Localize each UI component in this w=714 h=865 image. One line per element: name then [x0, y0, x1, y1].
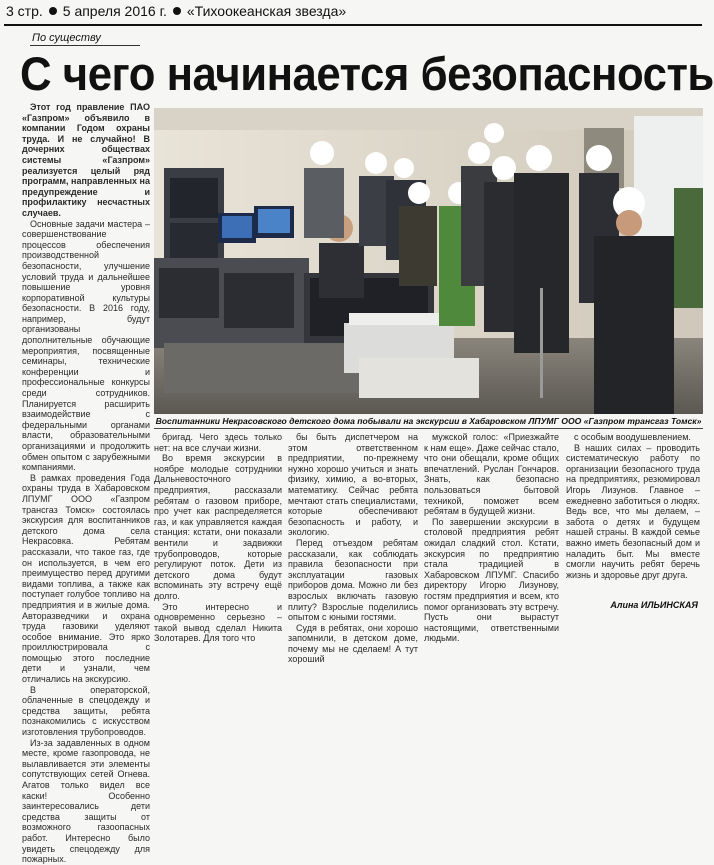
article-paragraph: бригад. Чего здесь только нет: на все случаи жизни.	[154, 432, 282, 453]
article-paragraph: В наших силах – проводить систематическую работу по организации безопасного труда на предприятиях, резюмировал Игорь Лизунов. Главное – ежедневно заботиться о людях. Ведь все, что мы делаем, – забота о детях и будущем нашей страны. В каждой семье важно иметь безопасный дом и наладить быт. Мы вместе смогли научить ребят беречь жизнь и здоровье друг друга.	[566, 442, 700, 580]
article-paragraph: мужской голос: «Приезжайте к нам еще». Даже сейчас стало, что они обещали, кроме общих впечатлений. Руслан Гончаров. Знать, как безопасно пользоваться бытовой техникой, поможет всем ребятам в будущей жизни.	[424, 432, 559, 517]
photo-caption: Воспитанники Некрасовского детского дома побывали на экскурсии в Хабаровском ЛПУМГ ООО «Газпром трансгаз Томск»	[155, 416, 702, 426]
article-paragraph: В операторской, облаченные в спецодежду и средства защиты, ребята познакомились с искусством изготовления трубопроводов.	[22, 684, 150, 738]
issue-date: 5 апреля 2016 г.	[62, 3, 167, 19]
article-paragraph: Из-за задавленных в одном месте, кроме газопровода, не вылавливается эти элементы сопутствующих сетей Огнева. Агатов только видел все каски! Особенно заинтересовались дети средства защиты от возможного газоопасных работ. Интересно было увидеть спецодежду для пожарных.	[22, 737, 150, 865]
article-paragraph: Этот год правление ПАО «Газпром» объявило в компании Годом охраны труда. И не случайно! В дочерних обществах системы «Газпром» реализуется целый ряд программ, направленных на предупреждение и профилактику несчастных случаев.	[22, 102, 150, 218]
article-column-3	[424, 432, 559, 644]
article-photo	[154, 108, 703, 414]
article-column-left	[22, 102, 150, 865]
caption-divider	[154, 428, 703, 429]
rubric: По существу	[32, 32, 101, 44]
headline: С чего начинается безопасность	[20, 47, 714, 100]
page-number: 3 стр.	[6, 3, 43, 19]
article-paragraph: Перед отъездом ребятам рассказали, как соблюдать правила безопасности при эксплуатации газовых приборов дома. Можно ли без взрослых включать газовую плиту? Взрослые поделились опытом с юными гостями.	[288, 537, 418, 623]
article-paragraph: Это интересно и одновременно серьезно – такой вывод сделал Никита Золотарев. Для того что	[154, 601, 282, 644]
article-column-4	[566, 432, 700, 598]
bullet-icon	[173, 7, 181, 15]
author-signature: Алина ИЛЬИНСКАЯ	[610, 600, 698, 610]
article-paragraph: Основные задачи мастера – совершенствование процессов обеспечения производственной безопасности, улучшение условий труда и дальнейшее повышение уровня корпоративной культуры безопасности. В 2016 году, например, будут организованы дополнительные обучающие мероприятия, посвященные семинары, технические конференции и профессиональные конкурсы среди сотрудников. Планируется расширить взаимодействие с федеральными органами власти, образовательными организациями и продолжить обмен опытом с зарубежными компаниями.	[22, 218, 150, 473]
article-paragraph: Судя в ребятах, они хорошо запомнили, в детском доме, почему мы не сделаем! А тут хороший	[288, 622, 418, 665]
article-paragraph: Во время экскурсии в ноябре молодые сотрудники Дальневосточного предприятия, рассказали ребятам о газовом приборе, про учет как распределяется газ, и как управляется каждая станция: кстати, они показали вентили и задвижки трубопроводов, которые регулируют поток. Дети из детского дома будут вспоминать эту встречу ещё долго.	[154, 453, 282, 601]
article-column-2	[288, 432, 418, 665]
article-paragraph: По завершении экскурсии в столовой предприятия ребят ожидал сладкий стол. Кстати, экскурсия по предприятию стала традицией в Хабаровском ЛПУМГ. Спасибо директору Игорю Лизунову, гостям предприятия и всем, кто помог организовать эту встречу. Пусть они вырастут настоящими, ответственными людьми.	[424, 516, 559, 644]
rubric-underline	[30, 45, 140, 46]
newspaper-name: «Тихоокеанская звезда»	[186, 3, 347, 19]
header-divider	[4, 24, 702, 26]
newspaper-header	[6, 2, 700, 20]
bullet-icon	[49, 7, 57, 15]
photo-illustration	[154, 108, 703, 414]
article-paragraph: с особым воодушевлением.	[574, 432, 691, 442]
article-column-1	[154, 432, 282, 644]
article-paragraph: бы быть диспетчером на этом ответственном предприятии, по-прежнему нужно хорошо учиться и знать физику, химию, а во-вторых, математику. Сейчас ребята мечтают стать специалистами, которые обеспечивают безопасность и работу, и экологию.	[288, 432, 418, 538]
article-paragraph: В рамках проведения Года охраны труда в Хабаровском ЛПУМГ ООО «Газпром трансгаз Томск» состоялась экскурсия для воспитанников детского дома села Некрасовка. Ребятам рассказали, что такое газ, где он используется, в чем его преимущество перед другими видами топлива, а также как поступает голубое топливо на предприятия и в жилые дома. Авторазведчики и охрана труда газовики уделяют особое внимание. Это ярко проиллюстрировала с помощью этого последние дети и узнали, чем отличались на экскурсию.	[22, 472, 150, 685]
